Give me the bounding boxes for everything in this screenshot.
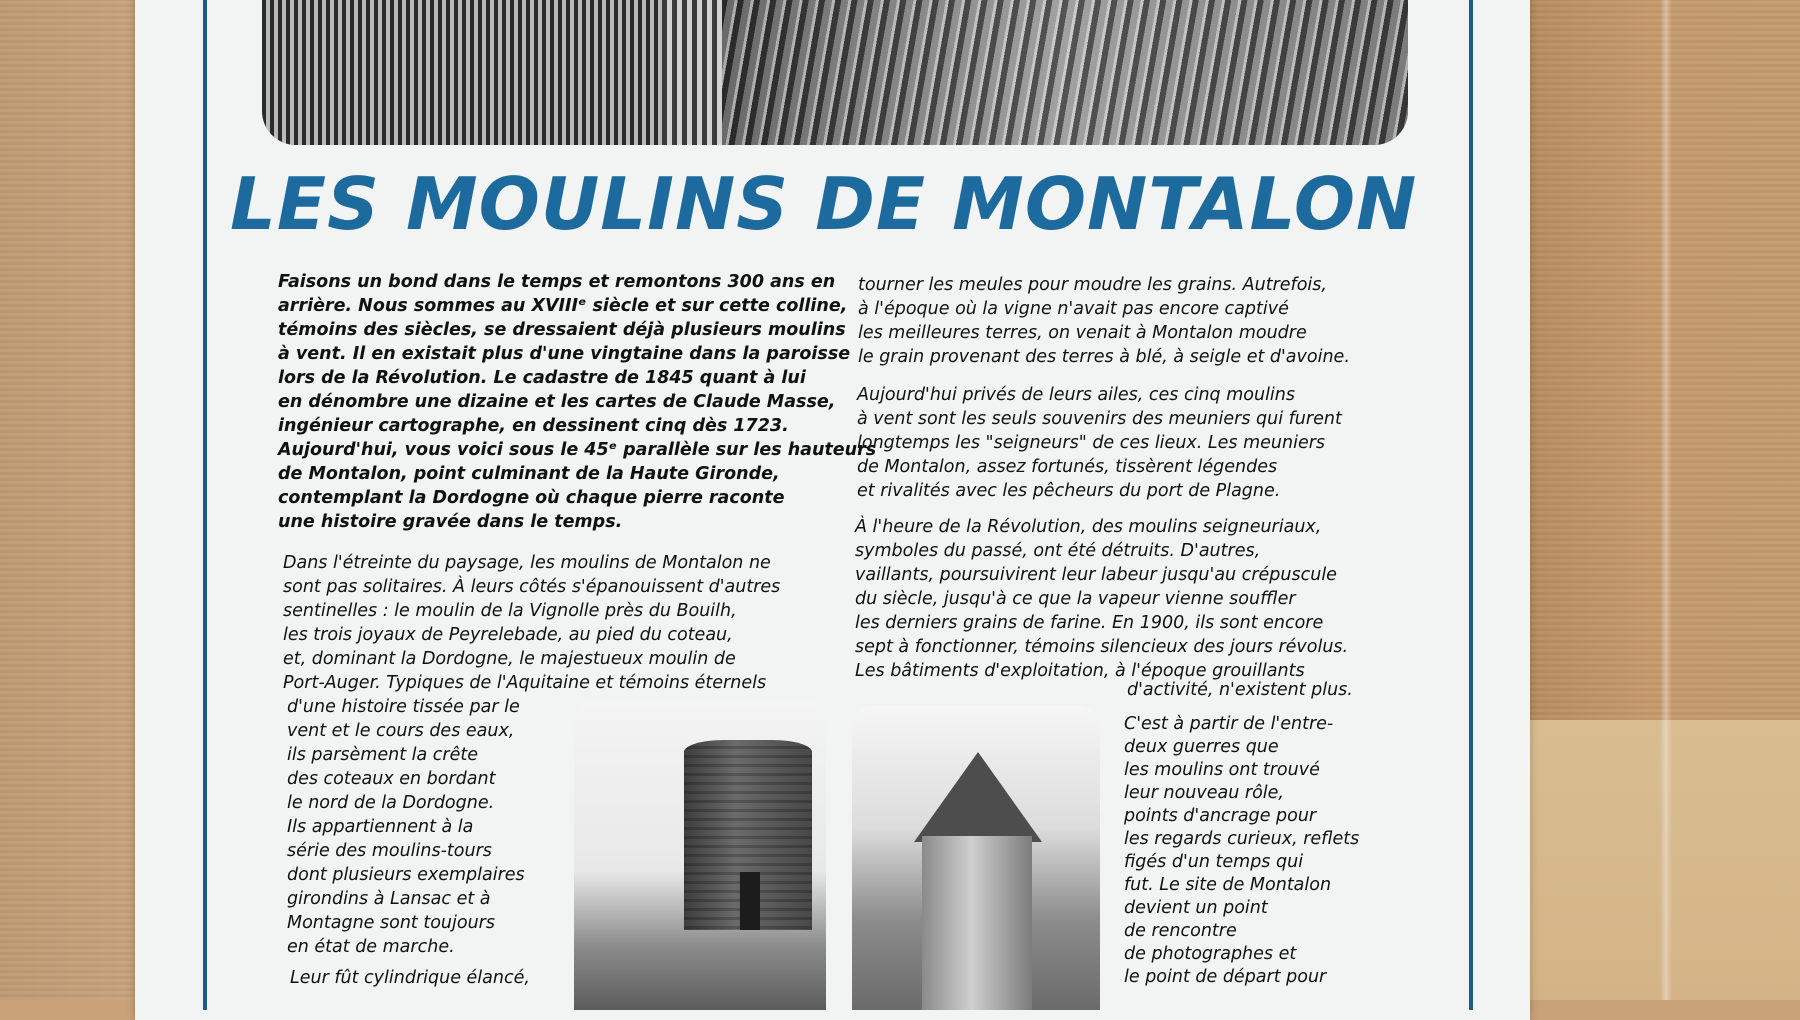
text-line: sont pas solitaires. À leurs côtés s'épanouissent d'autres <box>283 577 781 597</box>
text-line: Port-Auger. Typiques de l'Aquitaine et témoins éternels <box>283 673 767 693</box>
text-line: les derniers grains de farine. En 1900, ils sont encore <box>855 613 1324 633</box>
text-line: et, dominant la Dordogne, le majestueux moulin de <box>283 649 736 669</box>
text-line: témoins des siècles, se dressaient déjà plusieurs moulins <box>278 320 846 340</box>
text-line: Dans l'étreinte du paysage, les moulins de Montalon ne <box>283 553 771 573</box>
text-line: Aujourd'hui, vous voici sous le 45ᵉ parallèle sur les hauteurs <box>278 440 877 460</box>
mill-house-photo <box>852 706 1100 1010</box>
narrow-paragraph <box>287 695 525 959</box>
text-line: sept à fonctionner, témoins silencieux des jours révolus. <box>855 637 1349 657</box>
text-line: en état de marche. <box>287 937 455 957</box>
text-line: de Montalon, assez fortunés, tissèrent légendes <box>857 457 1278 477</box>
text-line: de rencontre <box>1124 921 1237 941</box>
text-line: longtemps les "seigneurs" de ces lieux. Les meuniers <box>857 433 1326 453</box>
text-line: le point de départ pour <box>1124 967 1327 987</box>
text-line: vent et le cours des eaux, <box>287 721 515 741</box>
text-line: leur nouveau rôle, <box>1124 783 1284 803</box>
glass-edge <box>1660 0 1672 1000</box>
text-line: le grain provenant des terres à blé, à seigle et d'avoine. <box>858 347 1350 367</box>
tower-mill-photo <box>574 700 826 1010</box>
text-line: tourner les meules pour moudre les grains. Autrefois, <box>858 275 1327 295</box>
fut-line: Leur fût cylindrique élancé, <box>290 968 530 988</box>
text-line: Aujourd'hui privés de leurs ailes, ces cinq moulins <box>857 385 1295 405</box>
roof-tiles <box>262 0 662 145</box>
text-line: les meilleures terres, on venait à Montalon moudre <box>858 323 1307 343</box>
text-line: figés d'un temps qui <box>1124 852 1304 872</box>
text-line: arrière. Nous sommes au XVIIIᵉ siècle et sur cette colline, <box>278 296 848 316</box>
text-line: les regards curieux, reflets <box>1124 829 1360 849</box>
text-line: de Montalon, point culminant de la Haute Gironde, <box>278 464 780 484</box>
text-line: du siècle, jusqu'à ce que la vapeur vienne souffler <box>855 589 1296 609</box>
text-line: de photographes et <box>1124 944 1297 964</box>
roof-tiles-edge <box>662 0 722 145</box>
text-line: contemplant la Dordogne où chaque pierre raconte <box>278 488 785 508</box>
text-line: à vent sont les seuls souvenirs des meuniers qui furent <box>857 409 1342 429</box>
text-line: dont plusieurs exemplaires <box>287 865 525 885</box>
conical-roof <box>914 752 1042 842</box>
text-line: À l'heure de la Révolution, des moulins seigneuriaux, <box>855 517 1322 537</box>
panel-title: LES MOULINS DE MONTALON <box>230 162 1418 246</box>
meules-paragraph <box>858 273 1350 369</box>
text-line: en dénombre une dizaine et les cartes de Claude Masse, <box>278 392 836 412</box>
text-line: devient un point <box>1124 898 1268 918</box>
vineyard-photo <box>262 0 1408 145</box>
text-line: symboles du passé, ont été détruits. D'autres, <box>855 541 1261 561</box>
text-line: vaillants, poursuivirent leur labeur jusqu'au crépuscule <box>855 565 1337 585</box>
text-line: série des moulins-tours <box>287 841 492 861</box>
paysage-paragraph <box>283 551 780 695</box>
guerres-paragraph <box>1124 713 1359 989</box>
text-line: une histoire gravée dans le temps. <box>278 512 623 532</box>
text-line: le nord de la Dordogne. <box>287 793 495 813</box>
text-line: ingénieur cartographe, en dessinent cinq dès 1723. <box>278 416 789 436</box>
text-line: girondins à Lansac et à <box>287 889 491 909</box>
text-line: ils parsèment la crête <box>287 745 479 765</box>
stone-wall-lower <box>1500 720 1800 1000</box>
stone-wall-right <box>1500 0 1800 1000</box>
text-line: Montagne sont toujours <box>287 913 495 933</box>
activite-line: d'activité, n'existent plus. <box>1127 680 1353 700</box>
text-line: à vent. Il en existait plus d'une vingtaine dans la paroisse <box>278 344 851 364</box>
vineyard-rows <box>722 0 1408 145</box>
text-line: C'est à partir de l'entre- <box>1124 714 1334 734</box>
text-line: d'une histoire tissée par le <box>287 697 520 717</box>
text-line: points d'ancrage pour <box>1124 806 1317 826</box>
stone-wall-left <box>0 0 140 1000</box>
tower-mill <box>684 740 812 930</box>
ailes-paragraph <box>857 383 1342 503</box>
revolution-paragraph <box>855 515 1348 683</box>
text-line: les trois joyaux de Peyrelebade, au pied du coteau, <box>283 625 733 645</box>
mill-house-tower <box>922 836 1032 1010</box>
text-line: à l'époque où la vigne n'avait pas encore captivé <box>858 299 1289 319</box>
text-line: Faisons un bond dans le temps et remontons 300 ans en <box>278 272 836 292</box>
text-line: et rivalités avec les pêcheurs du port de Plagne. <box>857 481 1281 501</box>
text-line: Ils appartiennent à la <box>287 817 474 837</box>
intro-paragraph <box>278 270 876 534</box>
text-line: fut. Le site de Montalon <box>1124 875 1332 895</box>
text-line: les moulins ont trouvé <box>1124 760 1320 780</box>
text-line: Les bâtiments d'exploitation, à l'époque grouillants <box>855 661 1305 681</box>
text-line: lors de la Révolution. Le cadastre de 1845 quant à lui <box>278 368 806 388</box>
text-line: des coteaux en bordant <box>287 769 496 789</box>
mill-door <box>740 872 760 930</box>
text-line: sentinelles : le moulin de la Vignolle près du Bouilh, <box>283 601 737 621</box>
text-line: deux guerres que <box>1124 737 1279 757</box>
